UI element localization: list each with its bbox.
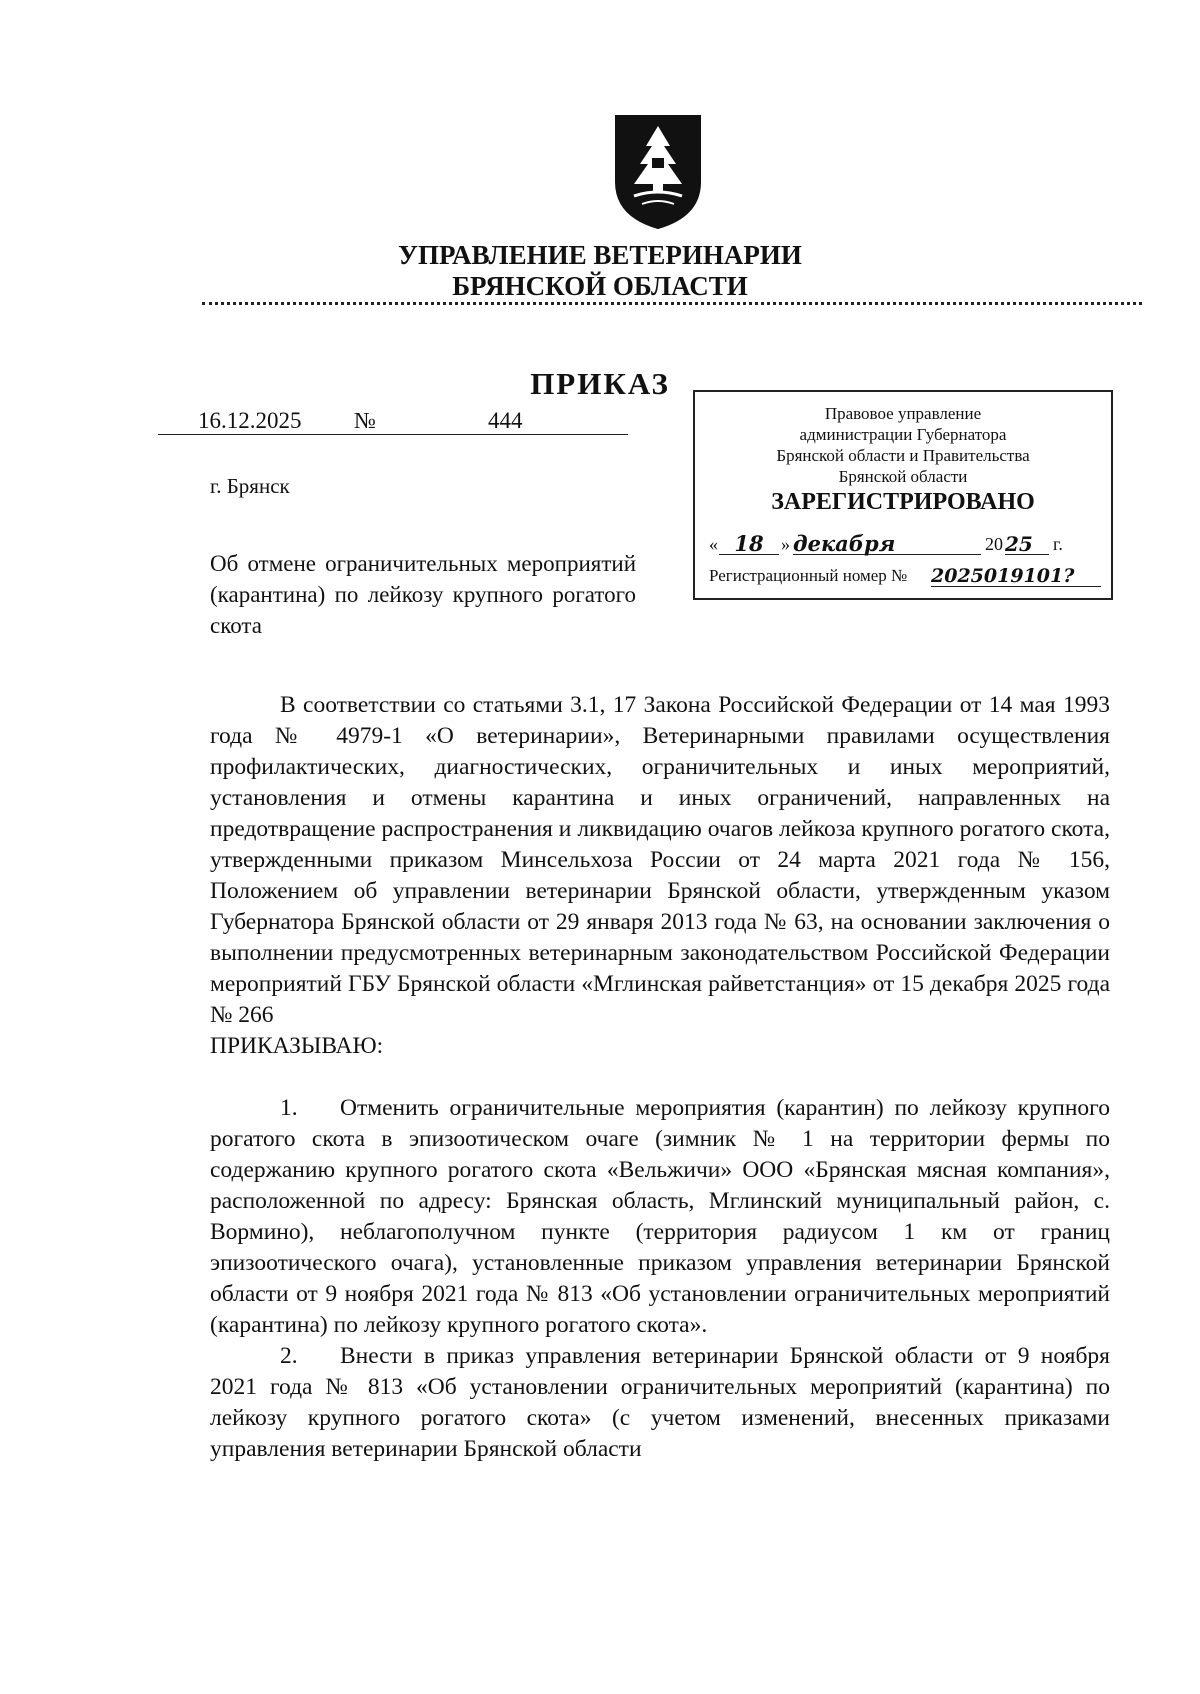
stamp-day: 18 [719,534,779,555]
organization-name-line2: БРЯНСКОЙ ОБЛАСТИ [452,271,748,301]
order-word: ПРИКАЗЫВАЮ: [210,1033,384,1059]
stamp-year-suffix: г. [1053,534,1063,554]
stamp-status: ЗАРЕГИСТРИРОВАНО [771,489,1035,515]
document-body [210,690,1110,1465]
stamp-reg-label: Регистрационный номер № [709,566,908,585]
item-1-paragraph [210,1093,1110,1341]
coat-of-arms-emblem [612,112,704,232]
stamp-year-handwritten: 25 [1005,534,1049,555]
stamp-line2: администрации Губернатора [799,425,1007,444]
header-dotted-divider [202,302,1142,305]
order-number: 444 [488,408,523,433]
order-city: г. Брянск [210,474,290,498]
stamp-reg-number: 2025019101? [931,566,1101,587]
stamp-year-prefix: 20 [985,534,1003,554]
order-number-label: № [354,408,376,433]
document-title: ПРИКАЗ [530,366,670,401]
order-date: 16.12.2025 [198,408,302,433]
item-1-number: 1. [280,1095,298,1121]
spacer [210,1062,1110,1093]
item-2-text: Внести в приказ управления ветеринарии Брянской области от 9 ноября 2021 года № 813 «Об установлении ограничительных мероприятий (карантина) по лейкозу крупного рогатого скота» (с учетом изменений, внесенных приказами управления ветеринарии Брянской области [210,1343,1110,1462]
item-1-text: Отменить ограничительные мероприятия (карантин) по лейкозу крупного рогатого скота в эпизоотическом очаге (зимник № 1 на территории фермы по содержанию крупного рогатого скота «Вельжичи» ООО «Брянская мясная компания», расположенной по адресу: Брянская область, Мглинский муниципальный район, с. Вормино), неблагополучном пункте (территория радиусом 1 км от границ эпизоотического очага), установленные приказом управления ветеринарии Брянской области от 9 ноября 2021 года № 813 «Об установлении ограничительных мероприятий (карантина) по лейкозу крупного рогатого скота». [210,1095,1110,1338]
item-2-paragraph [210,1341,1110,1465]
item-2-number: 2. [280,1343,298,1369]
registration-stamp: Правовое управление администрации Губернатора Брянской области и Правительства Брянской области ЗАРЕГИСТРИРОВАНО « 18 » декабря 20 25 г. Регистрационный номер № 2025019101? [693,390,1113,600]
date-number-line [158,408,628,435]
stamp-line4: Брянской области [838,467,968,486]
stamp-month: декабря [793,534,981,555]
organization-name-line1: УПРАВЛЕНИЕ ВЕТЕРИНАРИИ [398,240,802,270]
stamp-line3: Брянской области и Правительства [776,446,1030,465]
order-subject: Об отмене ограничительных мероприятий (карантина) по лейкозу крупного рогатого скота [210,551,636,638]
preamble-paragraph: В соответствии со статьями 3.1, 17 Закона Российской Федерации от 14 мая 1993 года № 4979-1 «О ветеринарии», Ветеринарными правилами осуществления профилактических, диагностических, ограничительных и иных мероприятий, установления и отмены карантина и иных ограничений, направленных на предотвращение распространения и ликвидацию очагов лейкоза крупного рогатого скота, утвержденными приказом Минсельхоза России от 24 марта 2021 года № 156, Положением об управлении ветеринарии Брянской области, утвержденным указом Губернатора Брянской области от 29 января 2013 года № 63, на основании заключения о выполнении предусмотренных ветеринарным законодательством Российской Федерации мероприятий ГБУ Брянской области «Мглинская райветстанция» от 15 декабря 2025 года № 266 [210,692,1110,1028]
stamp-line1: Правовое управление [824,404,982,423]
